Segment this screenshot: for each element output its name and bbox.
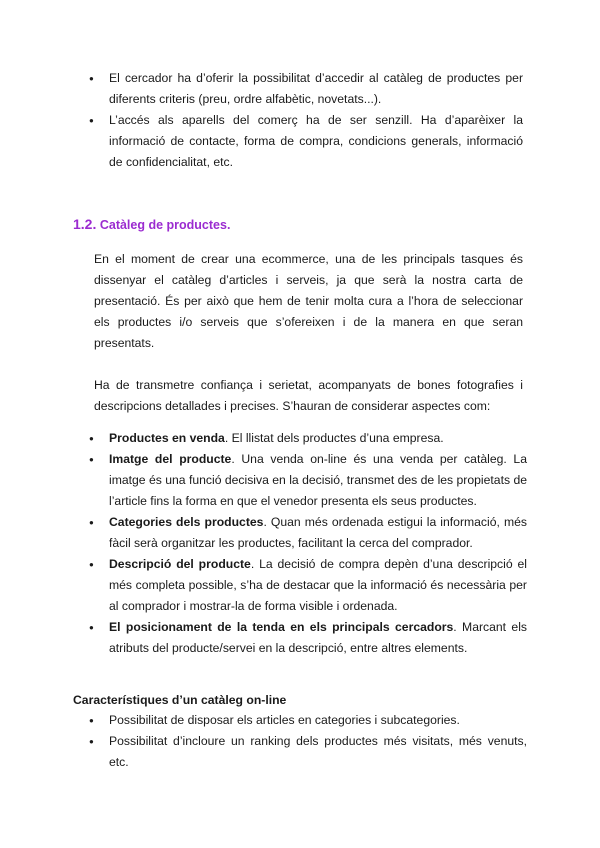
catalog-features-list	[89, 710, 527, 773]
aspect-term: Categories dels productes	[109, 515, 264, 529]
features-heading: Característiques d’un catàleg on-line	[73, 693, 287, 707]
aspect-description: . Marcant els atributs del producte/servei en la descripció, entre altres elements.	[109, 620, 528, 655]
section-heading	[73, 213, 230, 236]
aspects-intro-paragraph: Ha de transmetre confiança i serietat, acompanyats de bones fotografies i descripcions detallades i precises. S’hauran de considerar aspectes com:	[94, 378, 523, 413]
aspect-description: . La decisió de compra depèn d’una descripció el més completa possible, s’ha de destacar que la informació és necessària per al comprador i mostrar-la de forma visible i ordenada.	[109, 557, 527, 613]
list-item: ● Possibilitat de disposar els articles en categories i subcategories.	[89, 710, 527, 731]
aspect-description: . El llistat dels productes d’una empresa.	[224, 431, 444, 445]
intro-paragraph: En el moment de crear una ecommerce, una de les principals tasques és dissenyar el catàleg d’articles i serveis, ja que serà la nostra carta de presentació. És per això que hem de tenir molta cura a l’hora de seleccionar els productes i/o serveis que s’ofereixen i de la manera en que seran presentats.	[94, 252, 523, 350]
search-requirements-list	[89, 68, 523, 173]
aspect-term: El posicionament de la tenda en els principals cercadors	[109, 620, 454, 634]
section-number: 1.2.	[73, 216, 97, 232]
list-item	[89, 449, 527, 512]
aspect-description: . Quan més ordenada estigui la informació, més fàcil serà organitzar les productes, facilitant la cerca del comprador.	[109, 515, 527, 550]
aspect-term: Productes en venda	[109, 431, 225, 445]
list-item	[89, 617, 527, 659]
list-item: ● El cercador ha d’oferir la possibilitat d’accedir al catàleg de productes per diferents criteris (preu, ordre alfabètic, novetats...).	[89, 68, 523, 110]
catalog-aspects-list	[89, 428, 527, 659]
section-title: Catàleg de productes.	[99, 218, 231, 232]
aspect-term: Descripció del producte	[109, 557, 251, 571]
aspect-term: Imatge del producte	[109, 452, 232, 466]
list-item	[89, 428, 527, 449]
list-item	[89, 512, 527, 554]
aspect-description: . Una venda on-line és una venda per catàleg. La imatge és una funció decisiva en la decisió, transmet des de les propietats de l’article fins la forma en que el venedor presenta els seus productes.	[109, 452, 527, 508]
list-item	[89, 554, 527, 617]
list-item: ● Possibilitat d’incloure un ranking dels productes més visitats, més venuts, etc.	[89, 731, 527, 773]
list-item: ● L’accés als aparells del comerç ha de ser senzill. Ha d’aparèixer la informació de contacte, forma de compra, condicions generals, informació de confidencialitat, etc.	[89, 110, 523, 173]
